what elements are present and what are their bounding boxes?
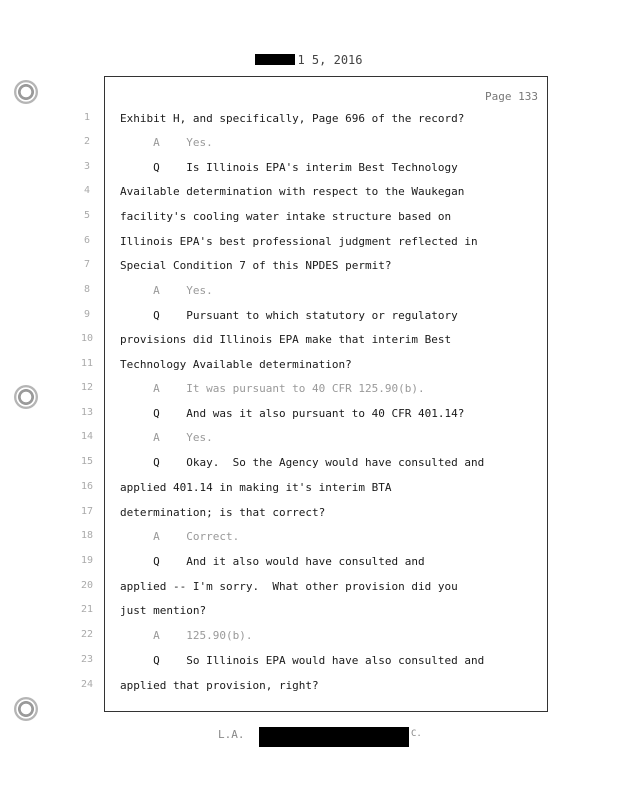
line-text: Special Condition 7 of this NPDES permit? xyxy=(120,259,392,272)
transcript-line xyxy=(0,506,618,524)
transcript-line xyxy=(0,604,618,622)
transcript-line xyxy=(0,629,618,647)
line-text: applied 401.14 in making it's interim BTA xyxy=(120,481,392,494)
transcript-line xyxy=(0,210,618,228)
line-text: Q So Illinois EPA would have also consulted and xyxy=(120,654,485,667)
line-number: 11 xyxy=(80,358,94,369)
transcript-line xyxy=(0,407,618,425)
line-text: A Yes. xyxy=(120,136,213,149)
line-number: 19 xyxy=(80,555,94,566)
line-number: 8 xyxy=(83,284,91,295)
line-number: 14 xyxy=(80,431,94,442)
line-text: A 125.90(b). xyxy=(120,629,253,642)
line-text: just mention? xyxy=(120,604,207,617)
line-text: A It was pursuant to 40 CFR 125.90(b). xyxy=(120,382,425,395)
line-text: Q And it also would have consulted and xyxy=(120,555,425,568)
line-number: 13 xyxy=(80,407,94,418)
line-text: Exhibit H, and specifically, Page 696 of the record? xyxy=(120,112,465,125)
transcript-line xyxy=(0,580,618,598)
transcript-line xyxy=(0,456,618,474)
line-number: 17 xyxy=(80,506,94,517)
line-number: 7 xyxy=(83,259,91,270)
line-text: Q And was it also pursuant to 40 CFR 401.14? xyxy=(120,407,465,420)
redaction-bar xyxy=(255,54,295,65)
line-number: 21 xyxy=(80,604,94,615)
line-number: 24 xyxy=(80,679,94,690)
transcript-line xyxy=(0,555,618,573)
transcript-line xyxy=(0,333,618,351)
page-number: Page 133 xyxy=(485,90,538,103)
line-text: Q Is Illinois EPA's interim Best Technology xyxy=(120,161,458,174)
line-number: 9 xyxy=(83,309,91,320)
line-text: applied -- I'm sorry. What other provision did you xyxy=(120,580,458,593)
line-text: A Correct. xyxy=(120,530,240,543)
transcript-line xyxy=(0,185,618,203)
redaction-bar xyxy=(259,727,409,747)
line-number: 18 xyxy=(80,530,94,541)
punch-hole-icon xyxy=(14,80,38,104)
line-number: 2 xyxy=(83,136,91,147)
line-text: A Yes. xyxy=(120,431,213,444)
transcript-line xyxy=(0,382,618,400)
footer-right-text: C. xyxy=(411,729,422,739)
date-text: 1 5, 2016 xyxy=(297,53,363,67)
line-number: 22 xyxy=(80,629,94,640)
line-number: 4 xyxy=(83,185,91,196)
line-text: provisions did Illinois EPA make that interim Best xyxy=(120,333,452,346)
line-number: 23 xyxy=(80,654,94,665)
line-number: 1 xyxy=(83,112,91,123)
line-number: 6 xyxy=(83,235,91,246)
line-number: 10 xyxy=(80,333,94,344)
transcript-line xyxy=(0,284,618,302)
line-number: 5 xyxy=(83,210,91,221)
punch-hole-icon xyxy=(14,697,38,721)
transcript-line xyxy=(0,654,618,672)
transcript-line xyxy=(0,431,618,449)
transcript-line xyxy=(0,530,618,548)
line-text: determination; is that correct? xyxy=(120,506,326,519)
transcript-line xyxy=(0,358,618,376)
line-text: Illinois EPA's best professional judgment reflected in xyxy=(120,235,478,248)
line-number: 16 xyxy=(80,481,94,492)
line-text: facility's cooling water intake structure based on xyxy=(120,210,452,223)
transcript-line xyxy=(0,481,618,499)
line-text: Q Pursuant to which statutory or regulatory xyxy=(120,309,458,322)
transcript-line xyxy=(0,309,618,327)
header-date xyxy=(0,53,618,67)
transcript-line xyxy=(0,136,618,154)
line-text: Technology Available determination? xyxy=(120,358,352,371)
line-text: Q Okay. So the Agency would have consulted and xyxy=(120,456,485,469)
line-number: 15 xyxy=(80,456,94,467)
line-text: applied that provision, right? xyxy=(120,679,319,692)
footer-left-text: L.A. xyxy=(218,728,245,741)
transcript-line xyxy=(0,679,618,697)
line-number: 3 xyxy=(83,161,91,172)
line-number: 20 xyxy=(80,580,94,591)
line-text: Available determination with respect to the Waukegan xyxy=(120,185,465,198)
transcript-line xyxy=(0,112,618,130)
line-text: A Yes. xyxy=(120,284,213,297)
transcript-line xyxy=(0,259,618,277)
transcript-line xyxy=(0,235,618,253)
transcript-line xyxy=(0,161,618,179)
line-number: 12 xyxy=(80,382,94,393)
